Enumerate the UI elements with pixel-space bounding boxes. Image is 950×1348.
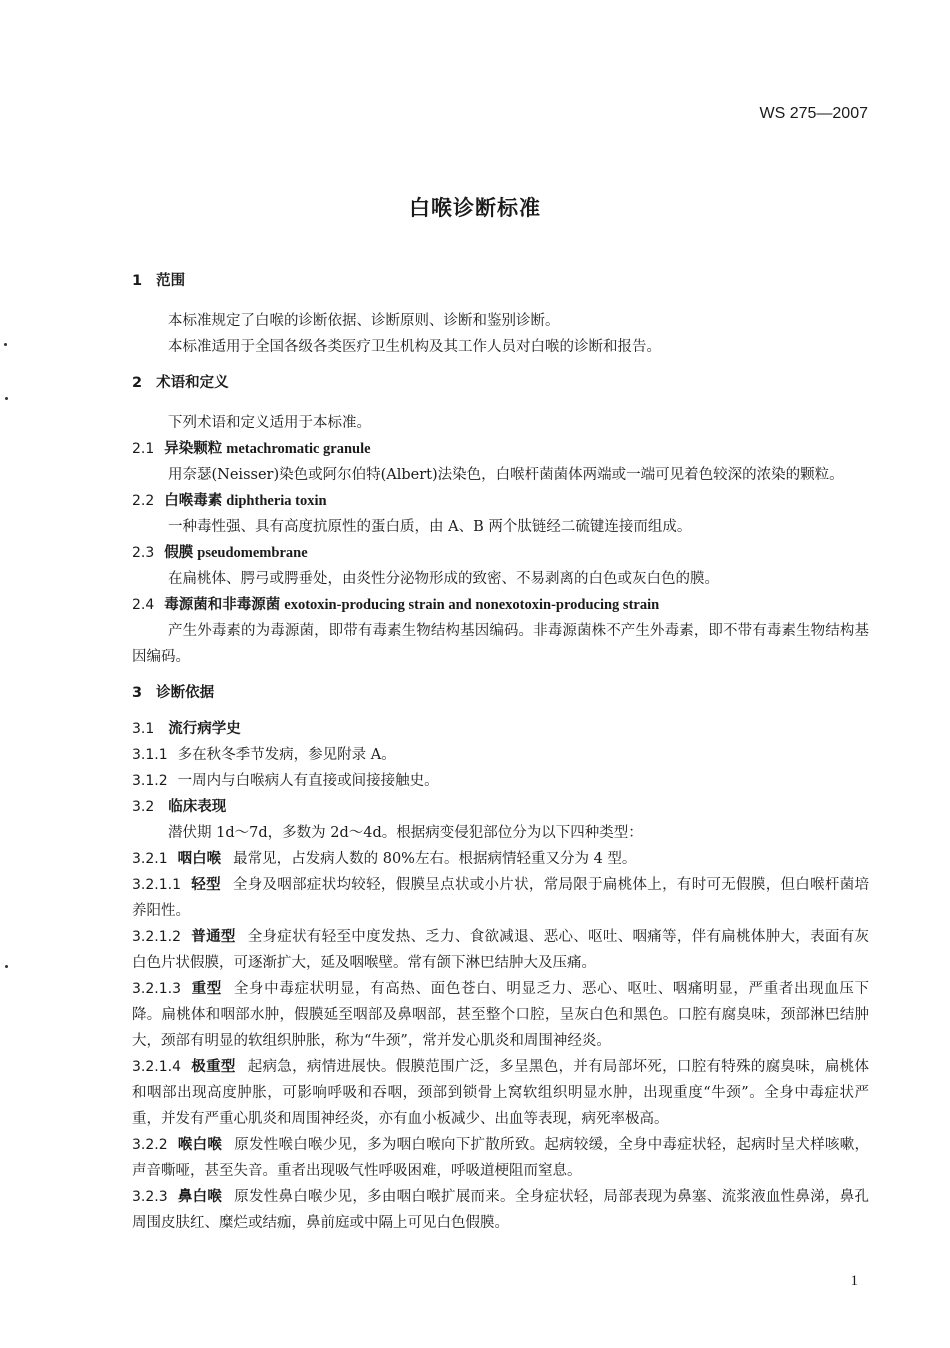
section-title: 范围 <box>156 273 186 289</box>
clause-title: 普通型 <box>190 929 236 945</box>
clause <box>132 742 869 768</box>
clause-title: 极重型 <box>190 1059 236 1075</box>
clause-number: 3.2.1 <box>132 851 168 867</box>
section-number: 3 <box>132 685 143 701</box>
clause <box>132 1054 869 1132</box>
scan-artifact <box>4 343 7 346</box>
document-title: 白喉诊断标准 <box>409 196 541 220</box>
clause-number: 3.1.1 <box>132 747 168 763</box>
clause <box>132 924 869 976</box>
paragraph: 潜伏期 1d～7d，多数为 2d～4d。根据病变侵犯部位分为以下四种类型： <box>168 825 643 841</box>
clause-text: 多在秋冬季节发病，参见附录 A。 <box>177 747 396 763</box>
term-cn: 假膜 <box>164 545 194 561</box>
term-cn: 毒源菌和非毒源菌 <box>164 597 281 613</box>
clause-number: 3.2.3 <box>132 1189 168 1205</box>
clause-text: 原发性喉白喉少见，多为咽白喉向下扩散所致。起病较缓，全身中毒症状轻，起病时呈犬样咳嗽，声音嘶哑，甚至失音。重者出现吸气性呼吸困难，呼吸道梗阻而窒息。 <box>132 1137 869 1179</box>
page-number: 1 <box>850 1273 858 1289</box>
term-heading <box>132 488 869 514</box>
term-heading <box>132 436 869 462</box>
section-title: 术语和定义 <box>156 375 229 391</box>
clause <box>132 976 869 1054</box>
paragraph: 本标准适用于全国各级各类医疗卫生机构及其工作人员对白喉的诊断和报告。 <box>168 339 661 355</box>
term-en: exotoxin-producing strain and nonexotoxin-producing strain <box>284 597 660 613</box>
subsection-title: 流行病学史 <box>168 721 241 737</box>
paragraph: 本标准规定了白喉的诊断依据、诊断原则、诊断和鉴别诊断。 <box>168 313 560 329</box>
clause-number: 3.2.2 <box>132 1137 168 1153</box>
standard-code: WS 275—2007 <box>759 105 868 122</box>
clause-text: 最常见，占发病人数的 80%左右。根据病情轻重又分为 4 型。 <box>233 851 637 867</box>
term-definition: 产生外毒素的为毒源菌，即带有毒素生物结构基因编码。非毒源菌株不产生外毒素，即不带有毒素生物结构基因编码。 <box>132 623 869 665</box>
term-cn: 异染颗粒 <box>164 441 223 457</box>
term-number: 2.2 <box>132 493 155 509</box>
section-3-heading <box>132 680 869 706</box>
clause <box>132 1184 869 1236</box>
clause-title: 轻型 <box>190 877 221 893</box>
term-cn: 白喉毒素 <box>164 493 223 509</box>
term-number: 2.3 <box>132 545 155 561</box>
clause-number: 3.2.1.3 <box>132 981 181 997</box>
clause-text: 起病急，病情进展快。假膜范围广泛，多呈黑色，并有局部坏死，口腔有特殊的腐臭味，扁桃体和咽部出现高度肿胀，可影响呼吸和吞咽，颈部到锁骨上窝软组织明显水肿，出现重度“牛颈”。全身中毒症状严重，并发有严重心肌炎和周围神经炎，亦有血小板减少、出血等表现，病死率极高。 <box>132 1059 869 1127</box>
clause-title: 重型 <box>190 981 222 997</box>
section-title: 诊断依据 <box>156 685 215 701</box>
term-heading <box>132 592 869 618</box>
clause <box>132 846 869 872</box>
subsection-heading <box>132 794 869 820</box>
clause-text: 一周内与白喉病人有直接或间接接触史。 <box>177 773 439 789</box>
clause <box>132 1132 869 1184</box>
term-heading <box>132 540 869 566</box>
scan-artifact <box>5 965 8 968</box>
section-2-heading <box>132 370 869 396</box>
clause-title: 咽白喉 <box>177 851 222 867</box>
subsection-title: 临床表现 <box>168 799 227 815</box>
document-body <box>132 268 869 1236</box>
clause <box>132 872 869 924</box>
clause-number: 3.2.1.1 <box>132 877 181 893</box>
term-definition: 一种毒性强、具有高度抗原性的蛋白质，由 A、B 两个肽链经二硫键连接而组成。 <box>168 519 692 535</box>
scan-artifact <box>5 397 8 400</box>
clause-number: 3.2.1.2 <box>132 929 181 945</box>
clause-text: 全身中毒症状明显，有高热、面色苍白、明显乏力、恶心、呕吐、咽痛明显，严重者出现血压下降。扁桃体和咽部水肿，假膜延至咽部及鼻咽部，甚至整个口腔，呈灰白色和黑色。口腔有腐臭味，颈部淋巴结肿大，颈部有明显的软组织肿胀，称为“牛颈”，常并发心肌炎和周围神经炎。 <box>132 981 870 1049</box>
clause-title: 喉白喉 <box>177 1137 223 1153</box>
term-en: metachromatic granule <box>226 441 371 457</box>
clause-title: 鼻白喉 <box>177 1189 223 1205</box>
clause-text: 全身及咽部症状均较轻，假膜呈点状或小片状，常局限于扁桃体上，有时可无假膜，但白喉杆菌培养阳性。 <box>132 877 870 919</box>
clause-text: 原发性鼻白喉少见，多由咽白喉扩展而来。全身症状轻，局部表现为鼻塞、流浆液血性鼻涕，鼻孔周围皮肤红、糜烂或结痂，鼻前庭或中隔上可见白色假膜。 <box>132 1189 869 1231</box>
term-definition: 用奈瑟(Neisser)染色或阿尔伯特(Albert)法染色，白喉杆菌菌体两端或一端可见着色较深的浓染的颗粒。 <box>168 467 844 483</box>
clause-number: 3.2.1.4 <box>132 1059 181 1075</box>
clause-number: 3.1.2 <box>132 773 168 789</box>
term-definition: 在扁桃体、腭弓或腭垂处，由炎性分泌物形成的致密、不易剥离的白色或灰白色的膜。 <box>168 571 719 587</box>
subsection-number: 3.1 <box>132 721 155 737</box>
subsection-heading <box>132 716 869 742</box>
paragraph: 下列术语和定义适用于本标准。 <box>168 415 371 431</box>
clause <box>132 768 869 794</box>
section-number: 2 <box>132 375 143 391</box>
section-1-heading <box>132 268 869 294</box>
subsection-number: 3.2 <box>132 799 155 815</box>
section-number: 1 <box>132 273 143 289</box>
term-number: 2.1 <box>132 441 155 457</box>
clause-text: 全身症状有轻至中度发热、乏力、食欲减退、恶心、呕吐、咽痛等，伴有扁桃体肿大，表面有灰白色片状假膜，可逐渐扩大，延及咽喉壁。常有颌下淋巴结肿大及压痛。 <box>132 929 869 971</box>
term-en: diphtheria toxin <box>226 493 327 509</box>
term-en: pseudomembrane <box>197 545 308 561</box>
term-number: 2.4 <box>132 597 155 613</box>
